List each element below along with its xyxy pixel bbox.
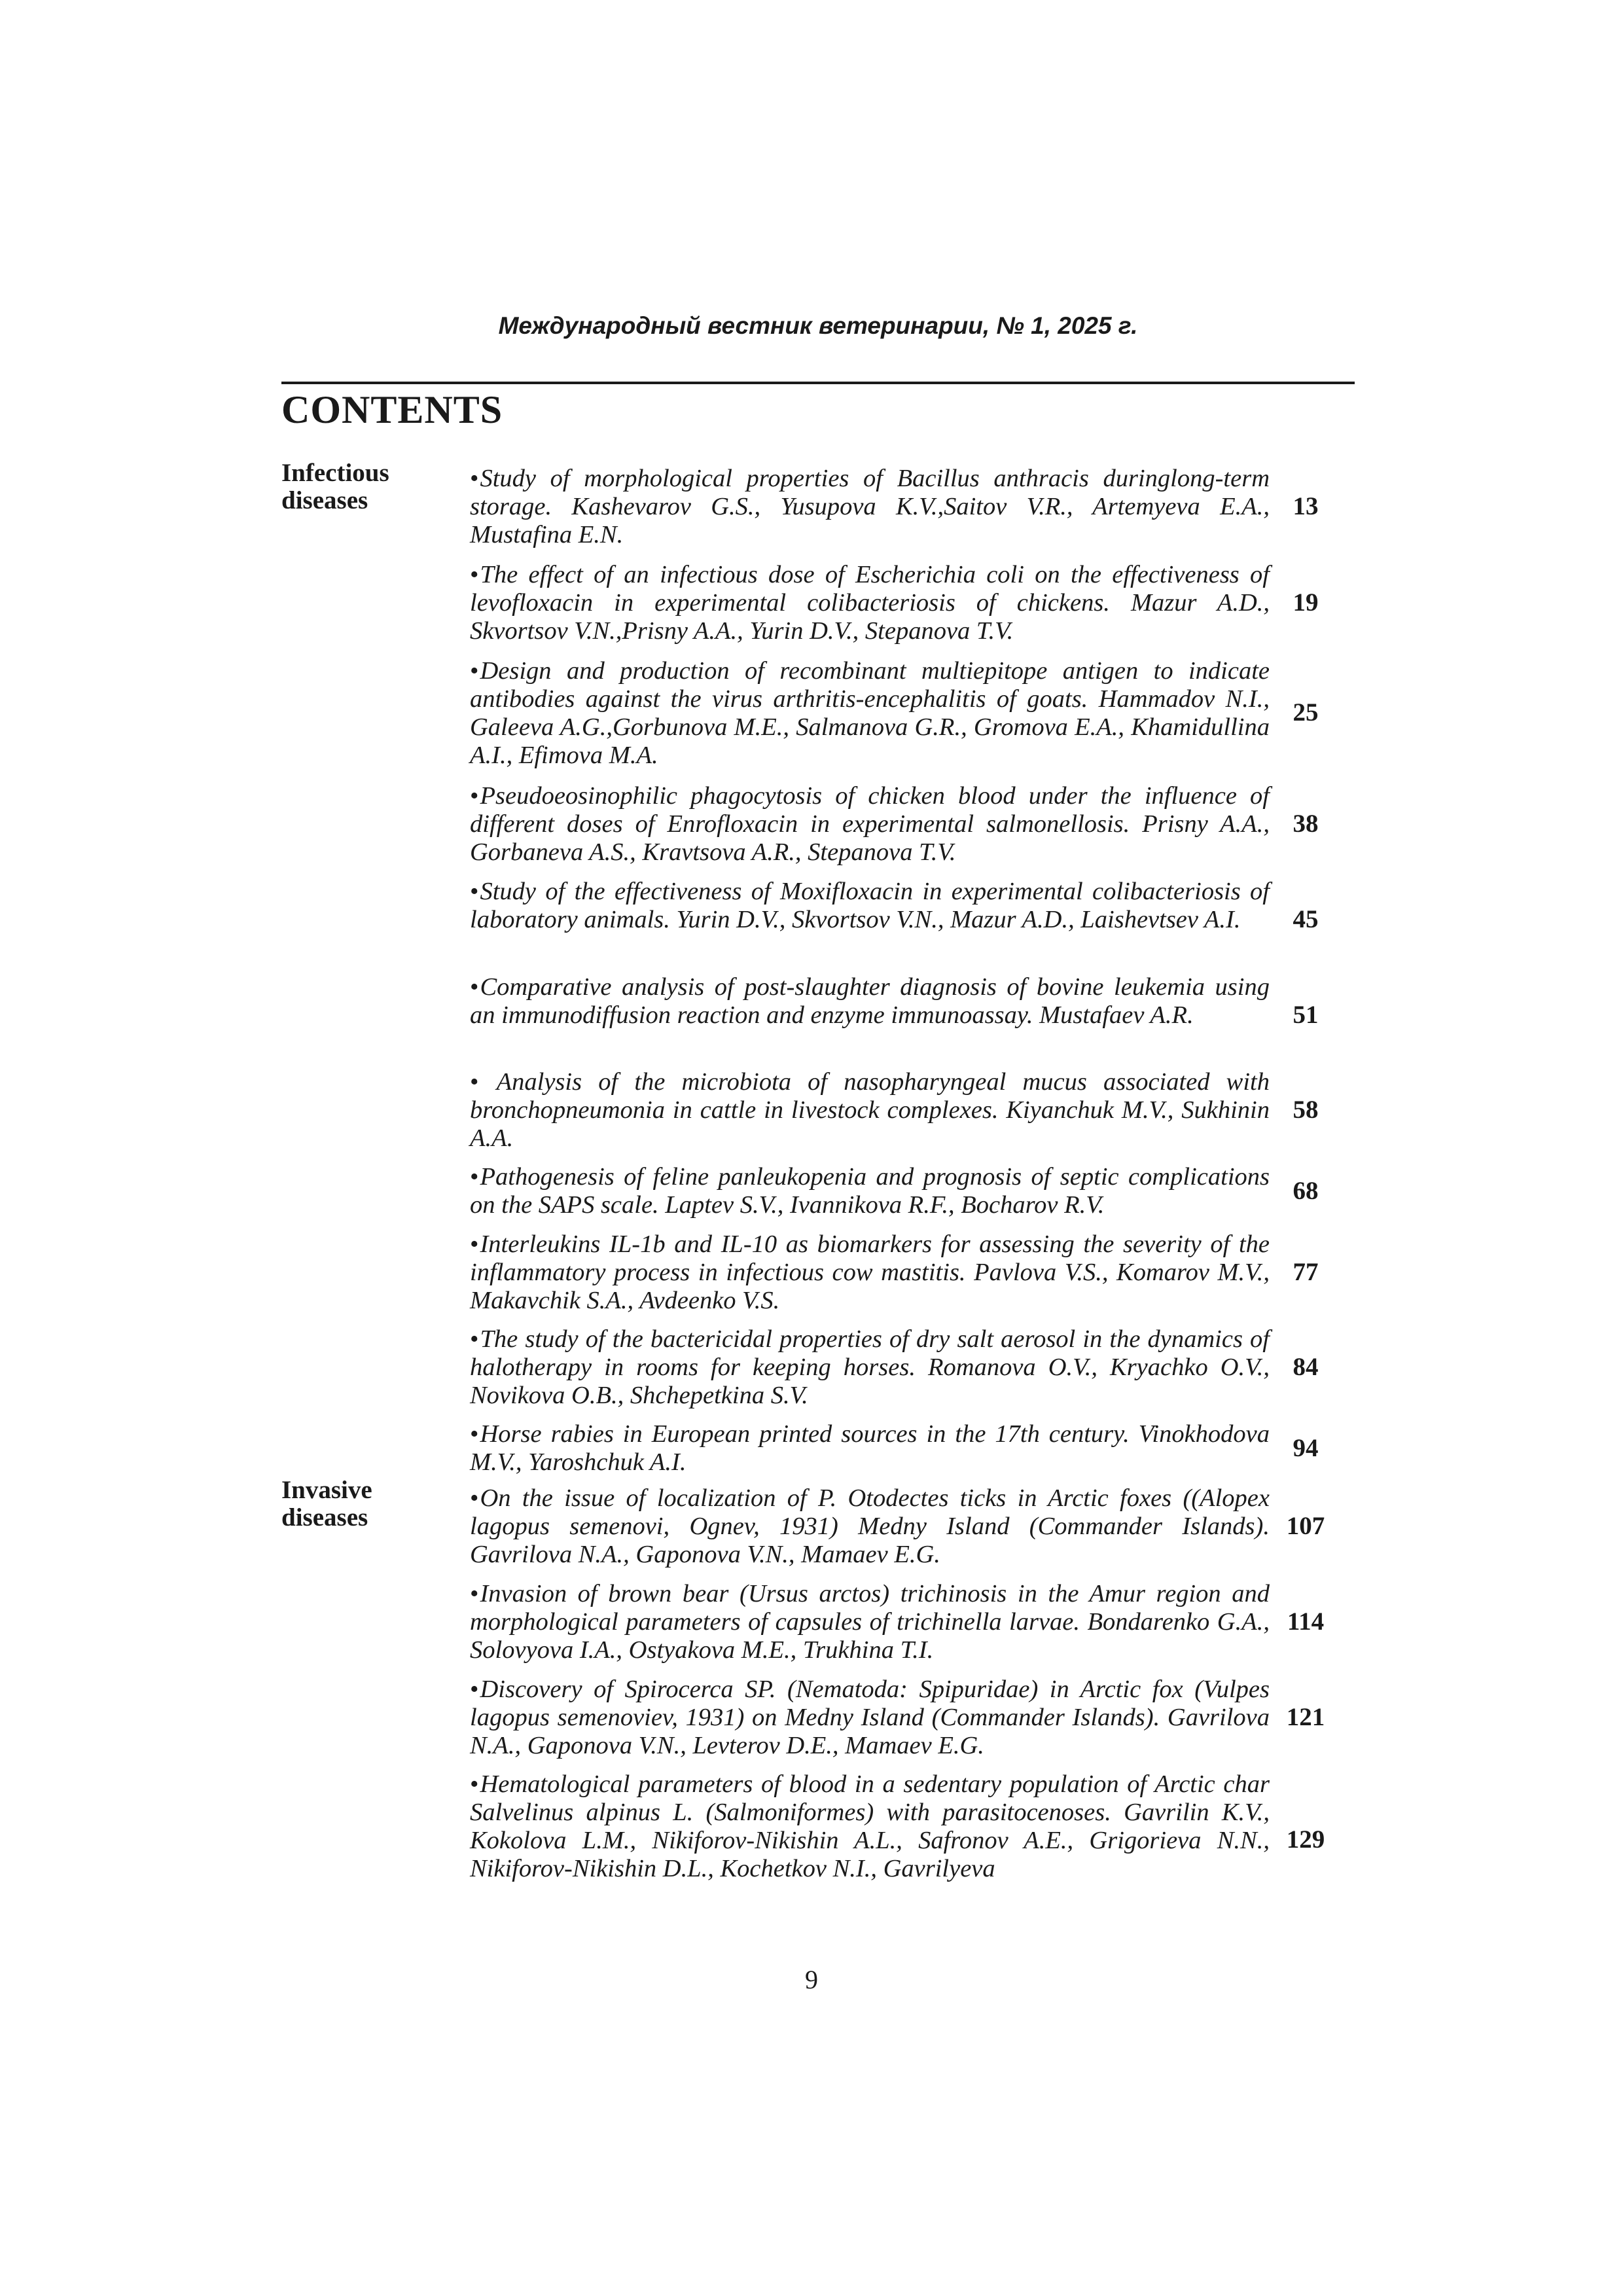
bullet-icon: • — [470, 657, 479, 685]
entry-page-number: 77 — [1293, 1258, 1319, 1286]
bullet-icon: • — [470, 782, 479, 810]
entry-page-number: 45 — [1293, 905, 1319, 933]
entry-title: The effect of an infectious dose of Escherichia coli on the effectiveness of levofloxacin in experimental colibacteriosis of chickens. Mazur A.D., Skvortsov V.N.,Prisny A.A., Yurin D.V., Stepanova T.V. — [470, 561, 1270, 645]
entry-text — [470, 878, 1270, 934]
entry-text — [470, 782, 1270, 867]
bullet-icon: • — [470, 973, 479, 1001]
bullet-icon: • — [470, 1420, 479, 1448]
entry-text — [470, 1676, 1270, 1760]
section-label-line: diseases — [281, 486, 368, 514]
bullet-icon: • — [470, 465, 479, 492]
entry-page-number: 121 — [1286, 1703, 1325, 1731]
entry-page-number: 94 — [1293, 1434, 1319, 1462]
bullet-icon: • — [470, 561, 479, 588]
entry-title: Comparative analysis of post-slaughter diagnosis of bovine leukemia using an immunodiffusion reaction and enzyme immunoassay. Mustafaev A.R. — [470, 973, 1270, 1029]
entry-text — [470, 465, 1270, 549]
entry-page-number: 38 — [1293, 810, 1319, 838]
section-label-line: Invasive — [281, 1476, 372, 1504]
section-label-line: diseases — [281, 1503, 368, 1532]
bullet-icon: • — [470, 1484, 479, 1512]
bullet-icon: • — [470, 878, 479, 905]
entry-title: Design and production of recombinant multiepitope antigen to indicate antibodies against the virus arthritis-encephalitis of goats. Hammadov N.I., Galeeva A.G.,Gorbunova M.E., Salmanova G.R., Gromova E.A., Khamidullina A.I., Efimova M.A. — [470, 657, 1270, 769]
entry-title: Horse rabies in European printed sources in the 17th century. Vinokhodova M.V., Yaroshchuk A.I. — [470, 1420, 1270, 1476]
entry-page-number: 84 — [1293, 1353, 1319, 1381]
entry-page-number: 107 — [1286, 1512, 1325, 1540]
bullet-icon: • — [470, 1580, 479, 1607]
entry-title: Interleukins IL-1b and IL-10 as biomarkers for assessing the severity of the inflammatory process in infectious cow mastitis. Pavlova V.S., Komarov M.V., Makavchik S.A., Avdeenko V.S. — [470, 1230, 1270, 1314]
bullet-icon: • — [470, 1676, 479, 1703]
entry-text — [470, 1770, 1270, 1883]
entry-text — [470, 1163, 1270, 1219]
entry-title: Discovery of Spirocerca SP. (Nematoda: Spipuridae) in Arctic fox (Vulpes lagopus semenoviev, 1931) on Medny Island (Commander Islands). Gavrilova N.A., Gaponova V.N., Levterov D.E., Mamaev E.G. — [470, 1676, 1270, 1759]
entry-title: On the issue of localization of P. Otodectes ticks in Arctic foxes ((Alopex lagopus semenovi, Ognev, 1931) Medny Island (Commander Islands). Gavrilova N.A., Gaponova V.N., Mamaev E.G. — [470, 1484, 1270, 1568]
entry-page-number: 68 — [1293, 1177, 1319, 1205]
page-title: CONTENTS — [281, 388, 503, 431]
page-number: 9 — [805, 1965, 818, 1994]
entry-text — [470, 1068, 1270, 1153]
bullet-icon: • — [470, 1230, 479, 1258]
entry-page-number: 19 — [1293, 588, 1319, 617]
entry-title: Study of morphological properties of Bacillus anthracis duringlong-term storage. Kashevarov G.S., Yusupova K.V.,Saitov V.R., Artemyeva E.A., Mustafina E.N. — [470, 465, 1270, 548]
entry-text — [470, 1230, 1270, 1315]
entry-text — [470, 1325, 1270, 1410]
bullet-icon: • — [470, 1770, 479, 1798]
entry-text — [470, 561, 1270, 645]
entry-page-number: 58 — [1293, 1096, 1319, 1124]
entry-page-number: 51 — [1293, 1001, 1319, 1029]
bullet-icon: • — [470, 1325, 479, 1353]
entry-page-number: 114 — [1287, 1607, 1325, 1636]
entry-text — [470, 1420, 1270, 1477]
entry-title: Hematological parameters of blood in a sedentary population of Arctic char Salvelinus alpinus L. (Salmoniformes) with parasitocenoses. Gavrilin K.V., Kokolova L.M., Nikiforov-Nikishin A.L., Safronov A.E., Grigorieva N.N., Nikiforov-Nikishin D.L., Kochetkov N.I., Gavrilyeva — [470, 1770, 1270, 1882]
entry-title: Pseudoeosinophilic phagocytosis of chicken blood under the influence of different doses of Enrofloxacin in experimental salmonellosis. Prisny A.A., Gorbaneva A.S., Kravtsova A.R., Stepanova T.V. — [470, 782, 1270, 866]
entry-text — [470, 1484, 1270, 1569]
entry-title: Analysis of the microbiota of nasopharyngeal mucus associated with bronchopneumonia in cattle in livestock complexes. Kiyanchuk M.V., Sukhinin A.A. — [470, 1068, 1270, 1152]
entry-title: The study of the bactericidal properties of dry salt aerosol in the dynamics of halotherapy in rooms for keeping horses. Romanova O.V., Kryachko O.V., Novikova O.B., Shchepetkina S.V. — [470, 1325, 1270, 1409]
section-label-line: Infectious — [281, 459, 389, 487]
bullet-icon: • — [470, 1163, 479, 1191]
entry-text — [470, 1580, 1270, 1664]
entry-title: Invasion of brown bear (Ursus arctos) trichinosis in the Amur region and morphological parameters of capsules of trichinella larvae. Bondarenko G.A., Solovyova I.A., Ostyakova M.E., Trukhina T.I. — [470, 1580, 1270, 1664]
entry-text — [470, 973, 1270, 1030]
bullet-icon: • — [470, 1068, 495, 1096]
running-head: Международный вестник ветеринарии, № 1, 2025 г. — [498, 312, 1138, 339]
entry-title: Study of the effectiveness of Moxifloxacin in experimental colibacteriosis of laboratory animals. Yurin D.V., Skvortsov V.N., Mazur A.D., Laishevtsev A.I. — [470, 878, 1270, 933]
entry-page-number: 13 — [1293, 492, 1319, 520]
entry-page-number: 129 — [1286, 1825, 1325, 1854]
entry-page-number: 25 — [1293, 698, 1319, 726]
entry-title: Pathogenesis of feline panleukopenia and prognosis of septic complications on the SAPS scale. Laptev S.V., Ivannikova R.F., Bocharov R.V. — [470, 1163, 1270, 1219]
entry-text — [470, 657, 1270, 770]
